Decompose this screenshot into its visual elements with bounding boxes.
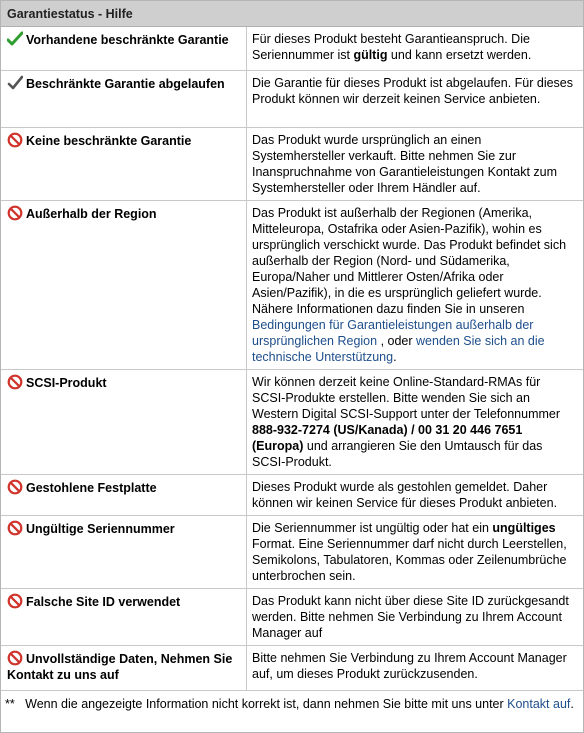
status-row-no-warranty — [1, 128, 583, 201]
status-label: Gestohlene Festplatte — [26, 481, 157, 495]
status-label: Keine beschränkte Garantie — [26, 134, 192, 148]
description-text: Die Seriennummer ist ungültig oder hat ein — [252, 521, 493, 535]
status-row-wrong-site-id — [1, 589, 583, 646]
no-entry-icon — [7, 593, 23, 609]
status-description: Bitte nehmen Sie Verbindung zu Ihrem Account Manager auf, um dieses Produkt zurückzusenden. — [252, 651, 567, 681]
footer-text: . — [570, 697, 574, 711]
status-name-cell — [1, 516, 247, 588]
status-label: Außerhalb der Region — [26, 207, 157, 221]
status-label: Ungültige Seriennummer — [26, 522, 175, 536]
status-description — [248, 27, 583, 63]
status-row-incomplete-data — [1, 646, 583, 691]
status-name-cell — [1, 128, 247, 200]
description-text: und kann ersetzt werden. — [387, 48, 532, 62]
status-row-scsi-product — [1, 370, 583, 475]
status-description — [248, 516, 583, 584]
status-name-cell — [1, 71, 247, 127]
status-name-cell — [1, 370, 247, 474]
no-entry-icon — [7, 132, 23, 148]
status-description: Das Produkt wurde ursprünglich an einen Systemhersteller verkauft. Bitte nehmen Sie zur Inanspruchnahme von Garantieleistungen Kontakt zum Systemhersteller oder Ihrem Händler auf. — [252, 133, 558, 195]
description-text: Das Produkt ist außerhalb der Regionen (Amerika, Mitteleuropa, Ostafrika oder Asien-Pazifik), wohin es ursprünglich verschickt wurde. Das Produkt befindet sich außerhalb der Region (Nord- und Südamerika, Europa/Naher und Mittlerer Osten/Afrika oder Asien/Pazifik), in die es ursprünglich geliefert wurde. Nähere Informationen dazu finden Sie in unseren — [252, 206, 567, 316]
panel-header — [1, 1, 583, 27]
status-row-outside-region — [1, 201, 583, 370]
status-description — [248, 201, 583, 365]
status-name-cell — [1, 201, 247, 369]
status-label: SCSI-Produkt — [26, 376, 107, 390]
status-row-warranty-expired — [1, 71, 583, 128]
no-entry-icon — [7, 374, 23, 390]
gray-checkmark-icon — [7, 75, 23, 91]
no-entry-icon — [7, 520, 23, 536]
footer-text: ** Wenn die angezeigte Information nicht korrekt ist, dann nehmen Sie bitte mit uns unter — [5, 697, 508, 711]
status-description: Die Garantie für dieses Produkt ist abgelaufen. Für dieses Produkt können wir derzeit keinen Service anbieten. — [252, 76, 574, 106]
no-entry-icon — [7, 479, 23, 495]
technical-support-link[interactable]: wenden Sie sich an die technische Unterstützung — [252, 334, 545, 364]
status-description: Dieses Produkt wurde als gestohlen gemeldet. Daher können wir keinen Service für dieses Produkt anbieten. — [252, 480, 558, 510]
description-text: . — [393, 350, 397, 364]
status-name-cell — [1, 589, 247, 645]
panel-title: Garantiestatus - Hilfe — [7, 7, 133, 21]
status-name-cell — [1, 27, 247, 70]
status-name-cell — [1, 646, 247, 690]
status-description: Das Produkt kann nicht über diese Site ID zurückgesandt werden. Bitte nehmen Sie Verbindung zu Ihrem Account Manager auf — [252, 594, 569, 640]
status-description — [248, 370, 583, 470]
status-row-stolen-drive — [1, 475, 583, 516]
description-text: Wir können derzeit keine Online-Standard-RMAs für SCSI-Produkte erstellen. Bitte wenden Sie sich an Western Digital SCSI-Support unter der Telefonnummer — [252, 375, 561, 421]
description-emphasis: gültig — [353, 48, 388, 62]
description-text: , oder — [377, 334, 417, 348]
status-label: Beschränkte Garantie abgelaufen — [26, 77, 225, 91]
region-warranty-terms-link[interactable]: Bedingungen für Garantieleistungen außerhalb der ursprünglichen Region — [252, 318, 534, 348]
status-label: Vorhandene beschränkte Garantie — [26, 33, 229, 47]
no-entry-icon — [7, 650, 23, 666]
description-text: Für dieses Produkt besteht Garantieanspruch. Die Seriennummer ist — [252, 32, 530, 62]
footer-note — [1, 691, 583, 732]
no-entry-icon — [7, 205, 23, 221]
description-emphasis: ungültiges — [492, 521, 556, 535]
status-label: Falsche Site ID verwendet — [26, 595, 181, 609]
status-label: Unvollständige Daten, Nehmen Sie Kontakt zu uns auf — [7, 652, 233, 682]
phone-numbers: 888-932-7274 (US/Kanada) / 00 31 20 446 7651 (Europa) — [252, 423, 523, 453]
description-text: und arrangieren Sie den Umtausch für das SCSI-Produkt. — [252, 439, 543, 469]
contact-link[interactable]: Kontakt auf — [507, 697, 571, 711]
status-row-invalid-serial — [1, 516, 583, 589]
status-name-cell — [1, 475, 247, 515]
description-text: Format. Eine Seriennummer darf nicht durch Leerstellen, Semikolons, Tabulatoren, Kommas oder Zeilenumbrüche unterbrochen sein. — [252, 537, 567, 583]
green-checkmark-icon — [7, 31, 23, 47]
status-row-valid-warranty — [1, 27, 583, 71]
